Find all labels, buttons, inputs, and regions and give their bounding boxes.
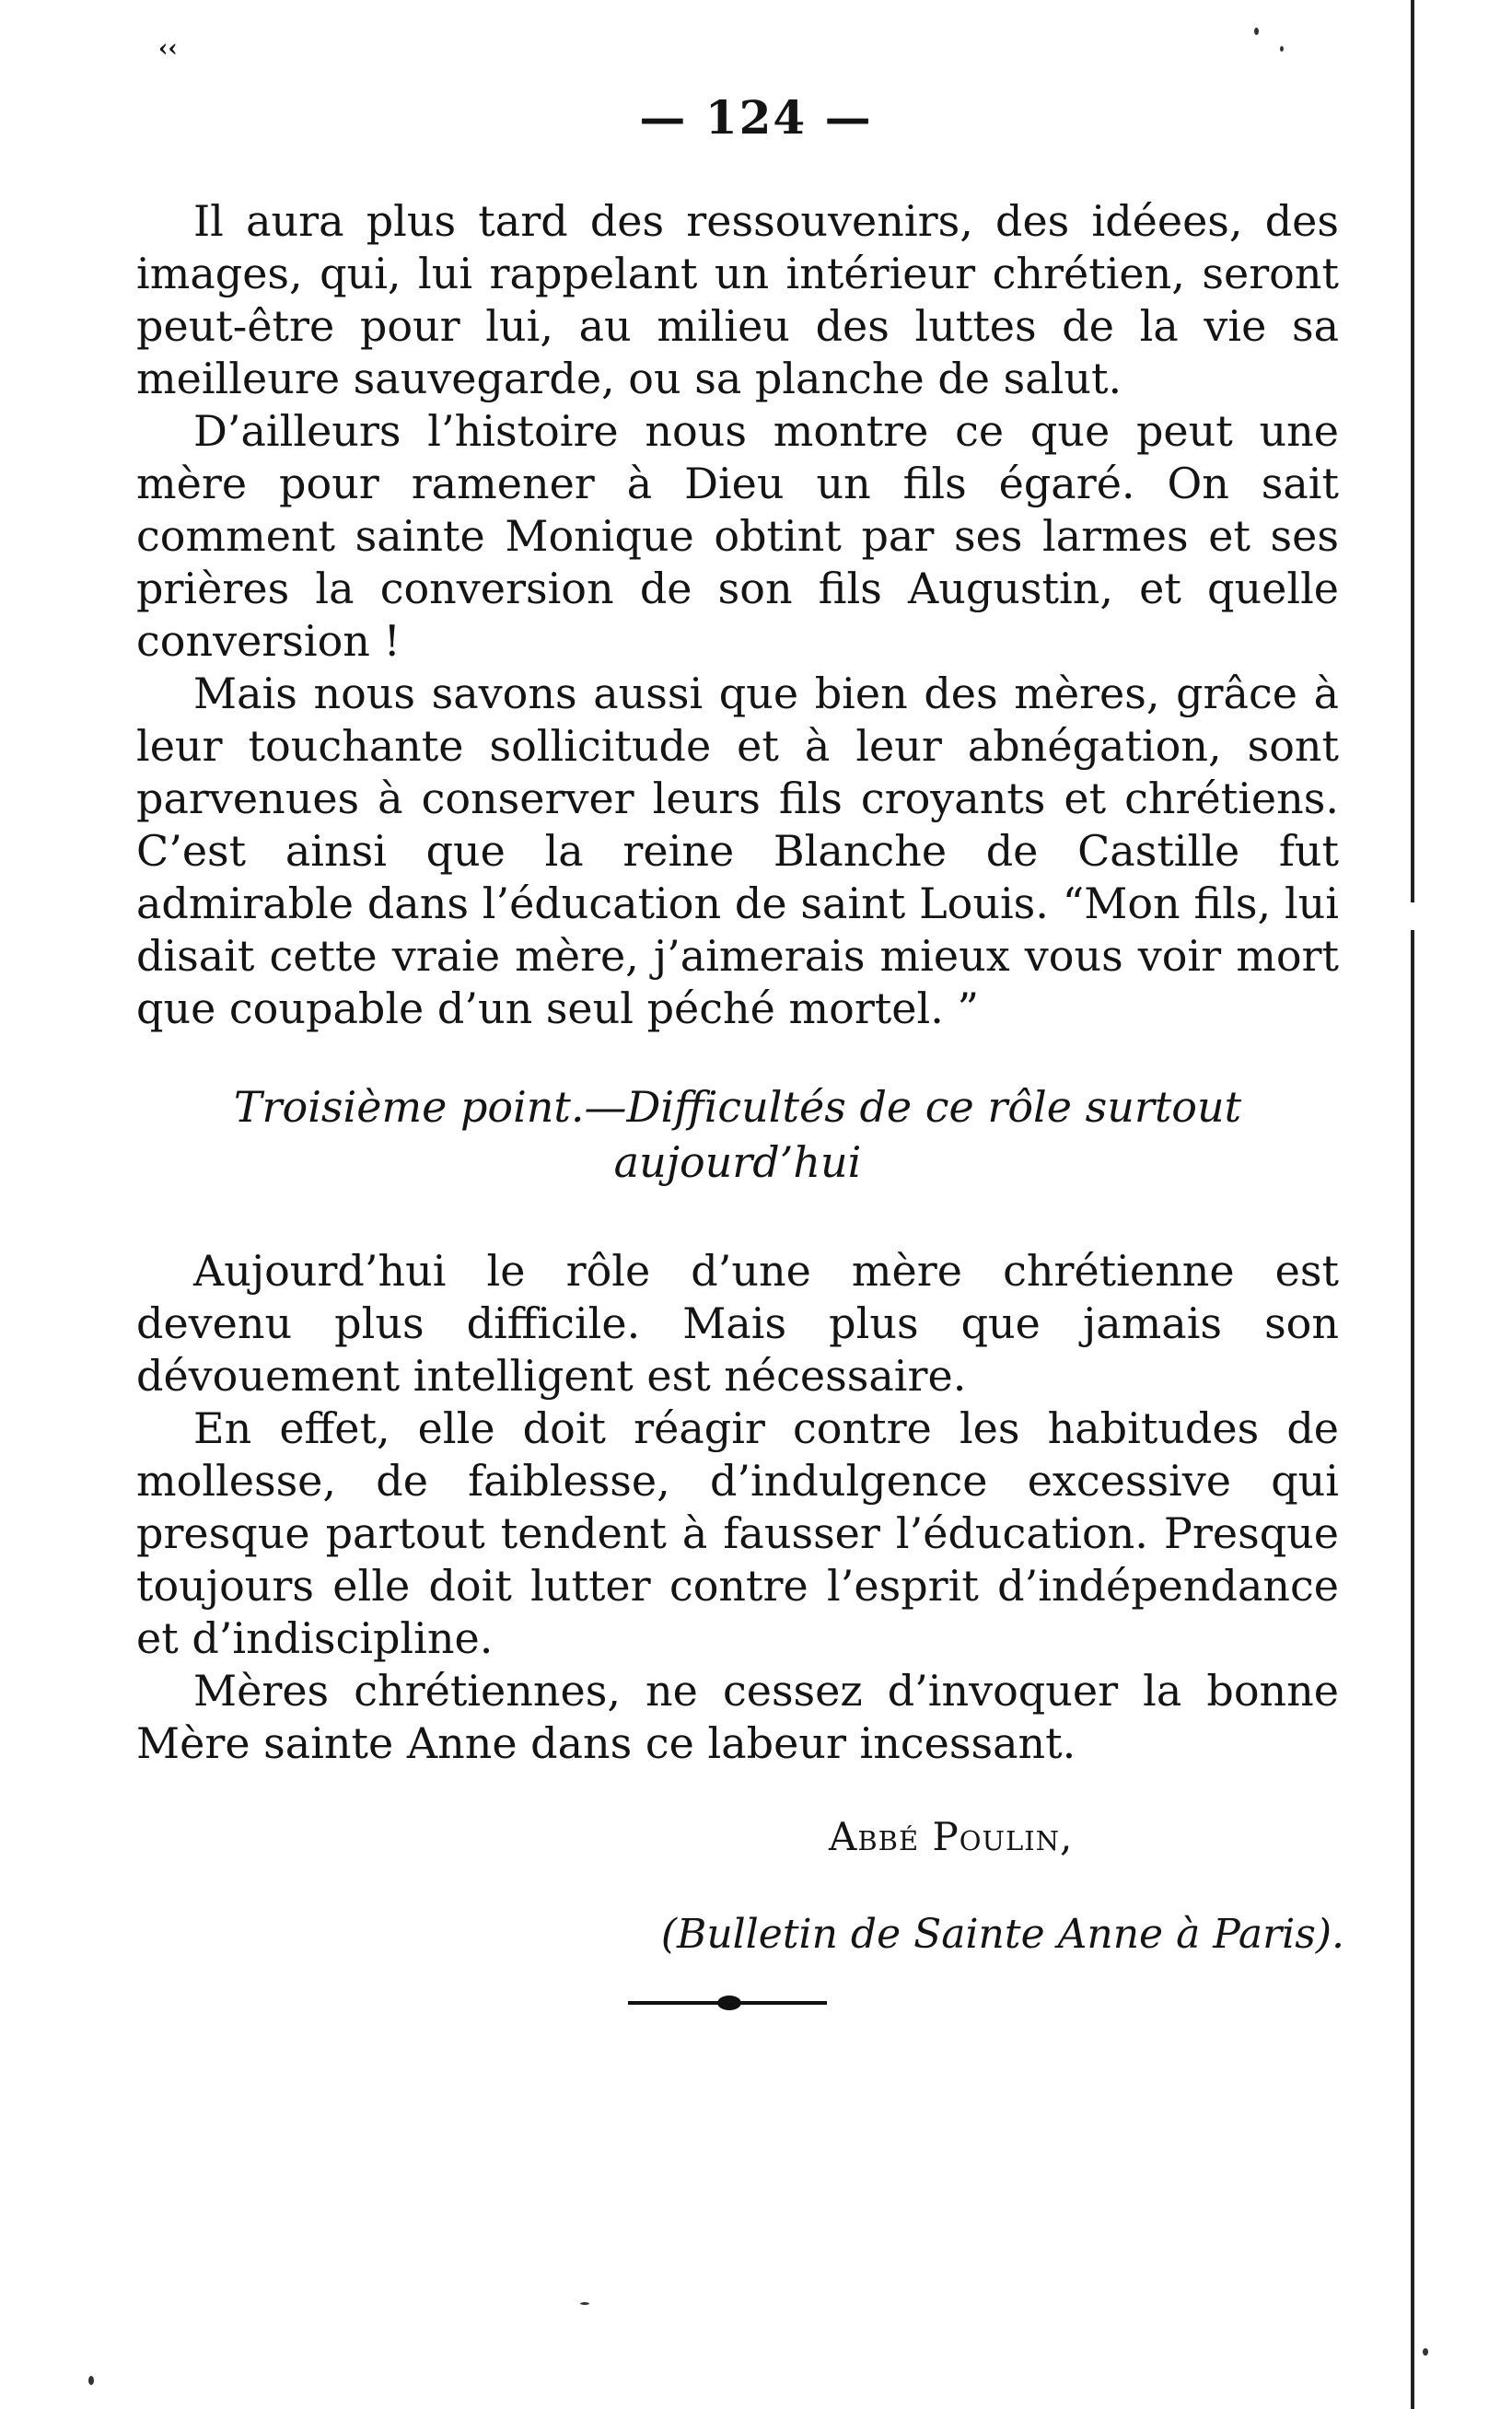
paragraph-1: Il aura plus tard des ressouvenirs, des idéees, des images, qui, lui rappelant un intérieur chrétien, seront peut-être pour lui, au milieu des luttes de la vie sa meilleure sauvegarde, ou sa planche de salut. xyxy=(136,196,1339,403)
paragraph-3: Mais nous savons aussi que bien des mères, grâce à leur touchante sollicitude et à leur abnégation, sont parvenues à conserver leurs fils croyants et chrétiens. C’est ainsi que la reine Blanche de Castille fut admirable dans l’éducation de saint Louis. “Mon fils, lui disait cette vraie mère, j’aimerais mieux vous voir mort que coupable d’un seul péché mortel. ” xyxy=(136,669,1339,1033)
author-signature: Abbé Poulin, xyxy=(829,1814,1074,1859)
scan-speck xyxy=(1254,28,1259,35)
paragraph-4: Aujourd’hui le rôle d’une mère chrétienne est devenu plus difficile. Mais plus que jamais son dévouement intelligent est nécessaire. xyxy=(136,1246,1339,1401)
scan-speck xyxy=(1423,2348,1428,2356)
scan-speck xyxy=(88,2376,94,2385)
paragraph-2: D’ailleurs l’histoire nous montre ce que peut une mère pour ramener à Dieu un fils égaré. On sait comment sainte Monique obtint par ses larmes et ses prières la conversion de son fils Augustin, et quelle conversion ! xyxy=(136,406,1339,666)
source-citation: (Bulletin de Sainte Anne à Paris). xyxy=(660,1911,1344,1958)
paragraph-6: Mères chrétiennes, ne cessez d’invoquer la bonne Mère sainte Anne dans ce labeur incessant. xyxy=(136,1666,1339,1768)
print-mark: ‹‹ xyxy=(158,35,178,63)
scan-speck xyxy=(1280,46,1284,52)
section-heading-line-2: aujourd’hui xyxy=(613,1137,862,1187)
ornamental-divider-icon xyxy=(626,1989,829,2017)
body-text-bottom xyxy=(136,1245,1339,1770)
margin-rule-bottom xyxy=(1411,930,1414,2409)
scan-speck xyxy=(580,2302,589,2305)
page-number: — 124 — xyxy=(639,90,873,145)
body-text-top xyxy=(136,195,1339,1035)
section-heading-line-1: Troisième point.—Difficultés de ce rôle surtout xyxy=(233,1082,1242,1132)
paragraph-5: En effet, elle doit réagir contre les habitudes de mollesse, de faiblesse, d’indulgence excessive qui presque partout tendent à fausser l’éducation. Presque toujours elle doit lutter contre l’esprit d’indépendance et d’indiscipline. xyxy=(136,1403,1339,1663)
margin-rule-top xyxy=(1411,0,1414,902)
section-heading xyxy=(136,1079,1339,1190)
